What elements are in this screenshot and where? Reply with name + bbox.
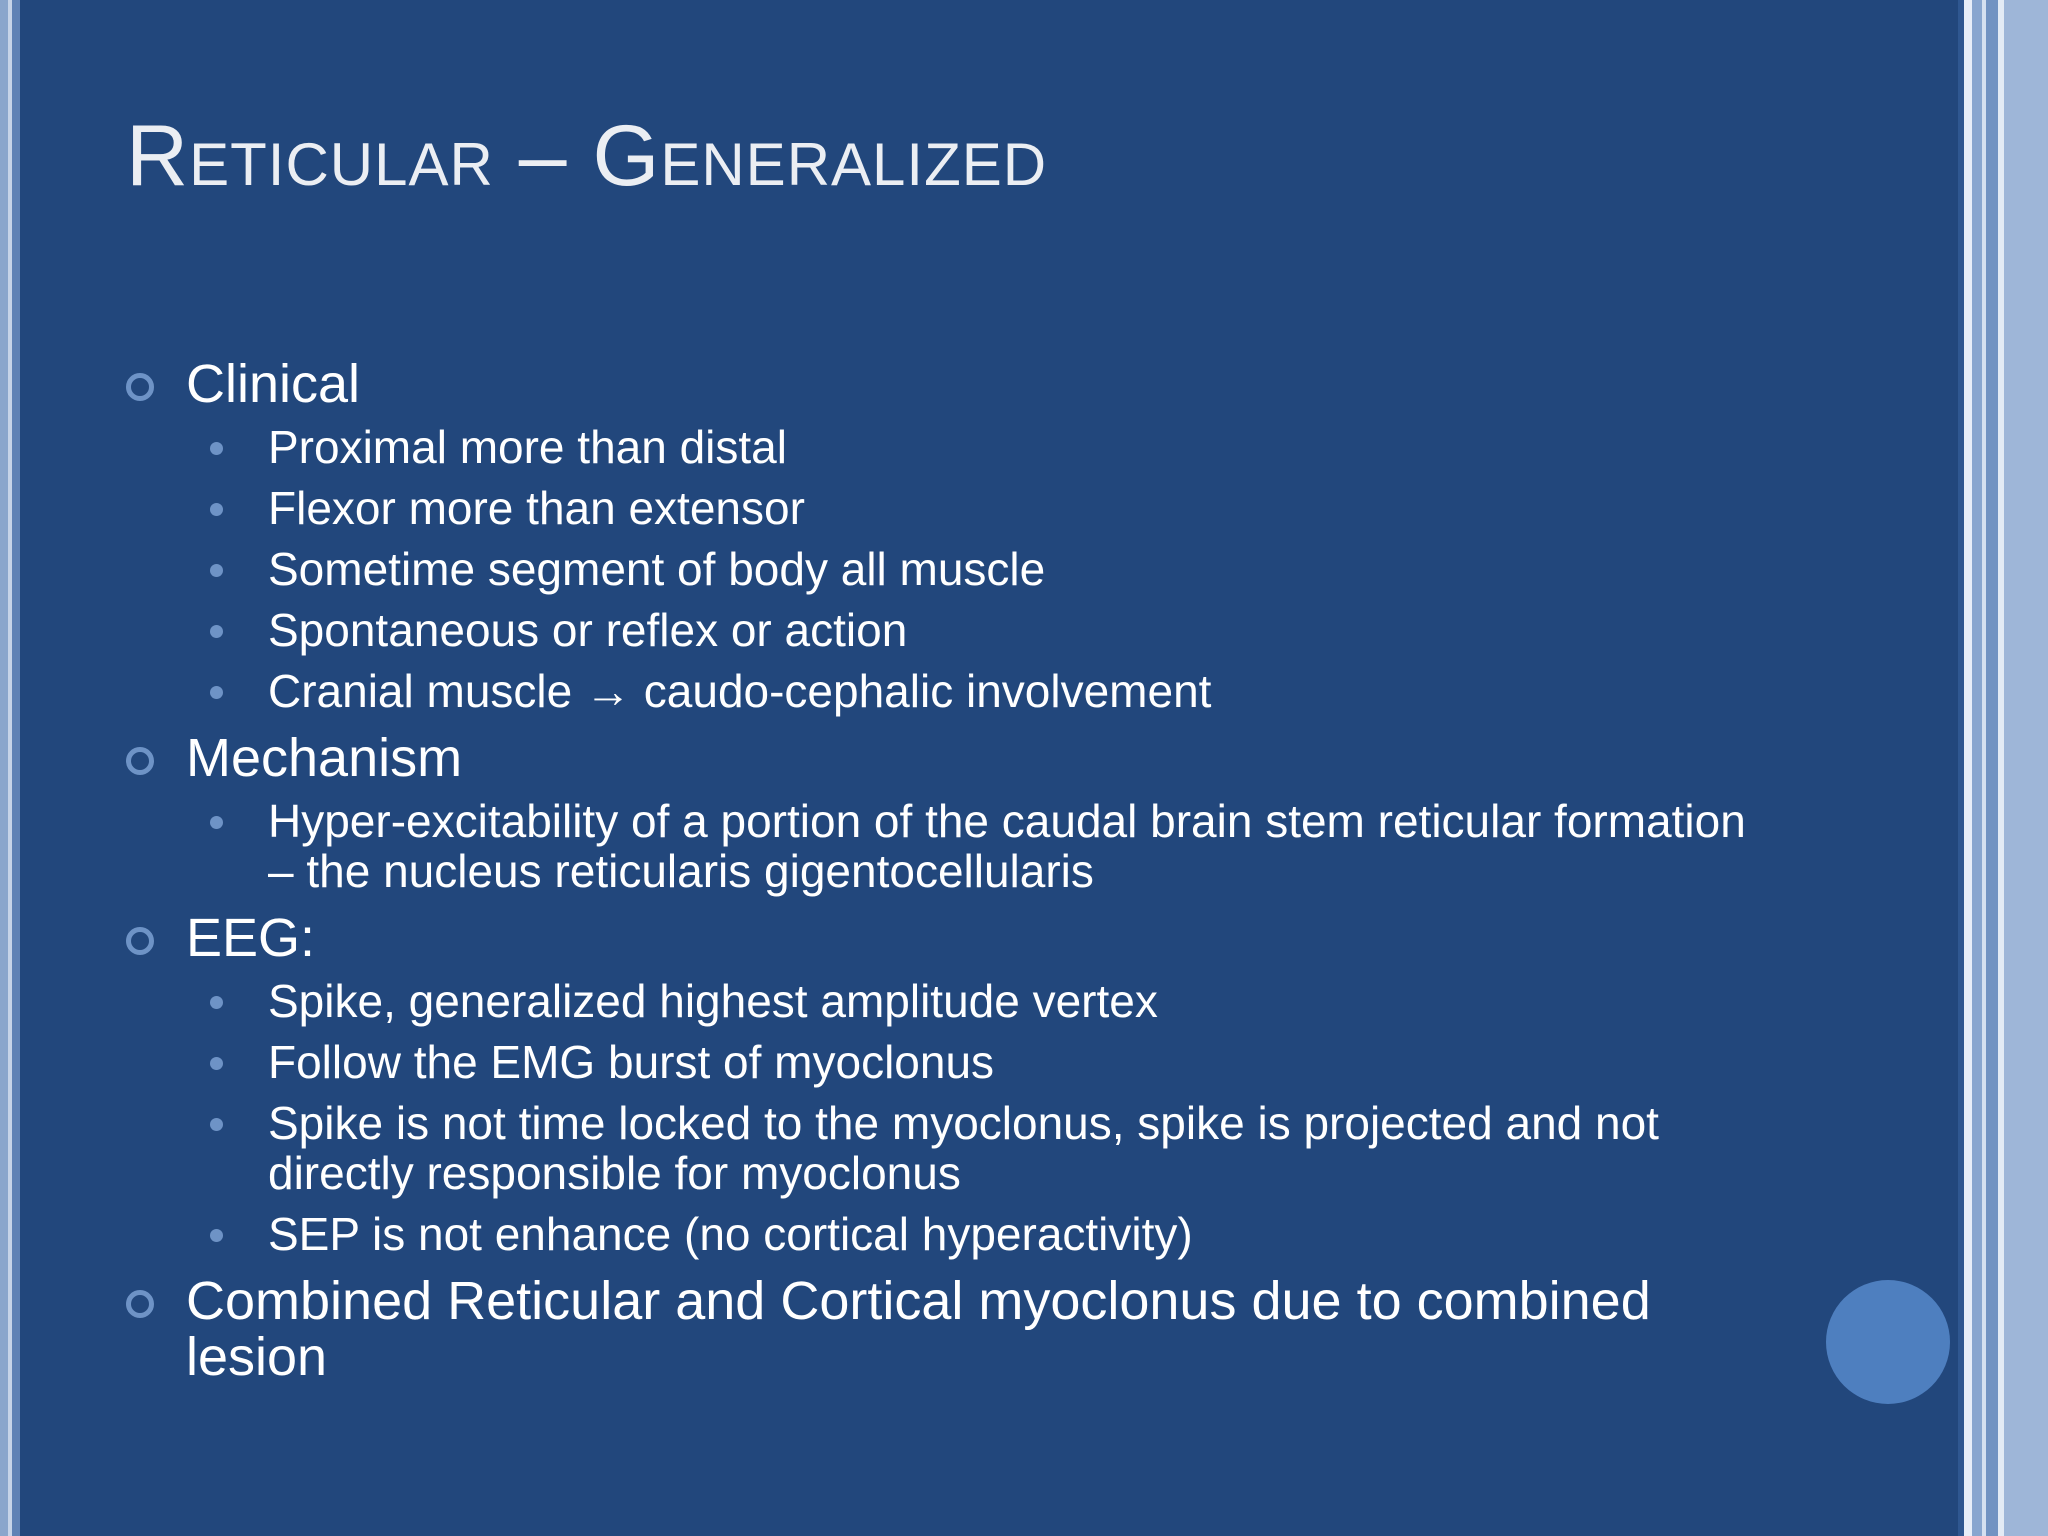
dot-bullet-icon (210, 1229, 223, 1242)
dot-bullet-icon (210, 816, 223, 829)
dot-bullet-icon (210, 503, 223, 516)
level2-bullet-text: Sometime segment of body all muscle (268, 543, 1046, 595)
level2-bullet-text: Proximal more than distal (268, 421, 787, 473)
level2-bullet (126, 1037, 1766, 1087)
slide-body (126, 356, 1766, 1399)
bullet-section-clinical (126, 356, 1766, 716)
level2-bullet-text: Cranial muscle → caudo-cephalic involvement (268, 665, 1212, 717)
level2-bullet (126, 605, 1766, 655)
bullet-section-combined (126, 1273, 1766, 1385)
ring-bullet-icon (126, 1290, 154, 1318)
dot-bullet-icon (210, 996, 223, 1009)
level2-bullet-text: Spontaneous or reflex or action (268, 604, 908, 656)
level2-bullet (126, 1209, 1766, 1259)
level2-bullet (126, 483, 1766, 533)
dot-bullet-icon (210, 625, 223, 638)
dot-bullet-icon (210, 564, 223, 577)
level1-bullet (126, 730, 1766, 786)
ring-bullet-icon (126, 927, 154, 955)
right-border-stripe (1986, 0, 1998, 1536)
level1-bullet (126, 356, 1766, 412)
left-border-stripe (0, 0, 8, 1536)
dot-bullet-icon (210, 442, 223, 455)
ring-bullet-icon (126, 373, 154, 401)
level2-bullet-text: SEP is not enhance (no cortical hyperactivity) (268, 1208, 1193, 1260)
dot-bullet-icon (210, 1118, 223, 1131)
level2-bullet (126, 422, 1766, 472)
bullet-section-eeg (126, 910, 1766, 1259)
level2-bullet (126, 666, 1766, 716)
sub-bullet-list (186, 796, 1766, 896)
level1-bullet-text: Combined Reticular and Cortical myoclonus due to combined lesion (186, 1271, 1651, 1387)
right-border-stripe (1964, 0, 1972, 1536)
sub-bullet-list (186, 422, 1766, 716)
ring-bullet-icon (126, 747, 154, 775)
slide-title: Reticular – Generalized (126, 108, 1048, 204)
level1-bullet-text: Mechanism (186, 728, 463, 788)
level2-bullet-text: Spike, generalized highest amplitude vertex (268, 975, 1158, 1027)
bullet-section-mechanism (126, 730, 1766, 896)
left-border-stripe (12, 0, 20, 1536)
dot-bullet-icon (210, 1057, 223, 1070)
level2-bullet (126, 1098, 1766, 1198)
level2-bullet-text: Follow the EMG burst of myoclonus (268, 1036, 995, 1088)
level1-bullet-text: Clinical (186, 354, 361, 414)
level2-bullet-text: Spike is not time locked to the myoclonus, spike is projected and not directly responsible for myoclonus (268, 1097, 1659, 1199)
level2-bullet (126, 796, 1766, 896)
level2-bullet (126, 976, 1766, 1026)
level2-bullet-text: Hyper-excitability of a portion of the caudal brain stem reticular formation – the nucleus reticularis gigentocellularis (268, 795, 1746, 897)
decorative-circle (1826, 1280, 1950, 1404)
right-border-stripe (2004, 0, 2048, 1536)
dot-bullet-icon (210, 686, 223, 699)
level2-bullet (126, 544, 1766, 594)
level2-bullet-text: Flexor more than extensor (268, 482, 805, 534)
level1-bullet (126, 1273, 1766, 1385)
sub-bullet-list (186, 976, 1766, 1259)
level1-bullet (126, 910, 1766, 966)
level1-bullet-text: EEG: (186, 908, 316, 968)
right-border-stripe (1972, 0, 1982, 1536)
